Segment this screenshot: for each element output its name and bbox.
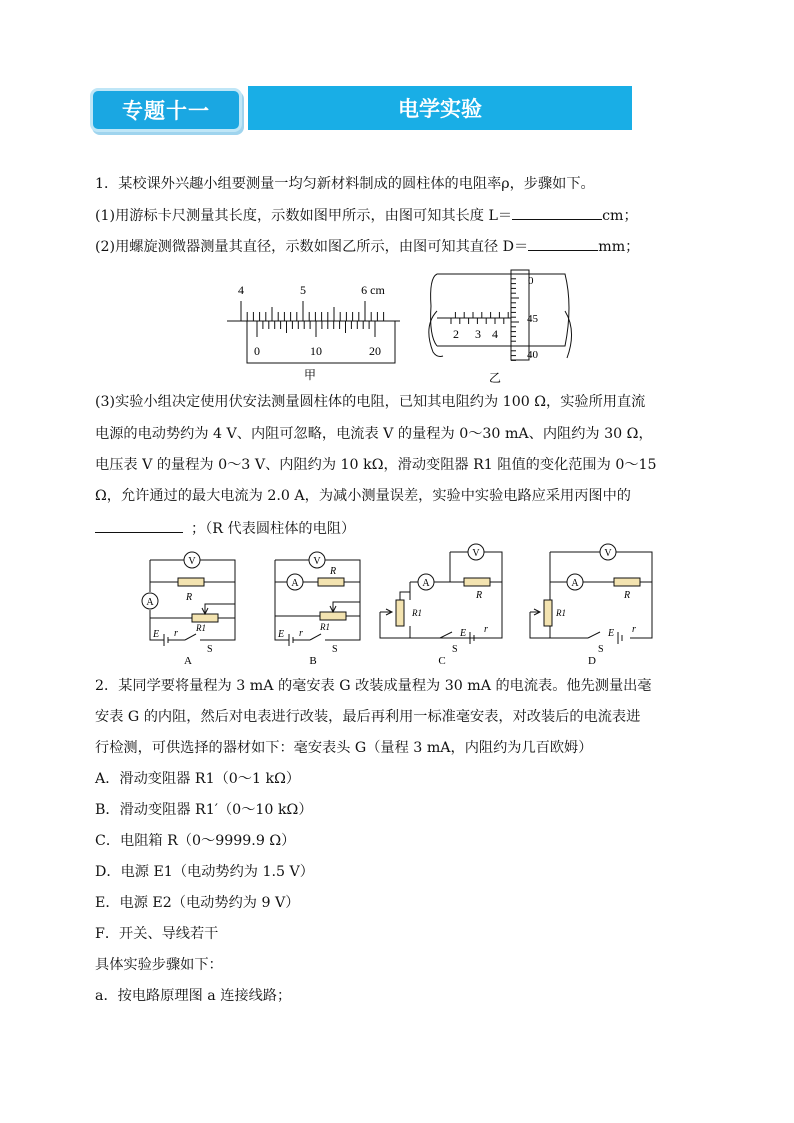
rheostat-a-label: R1: [196, 623, 206, 633]
ammeter-a-label: A: [146, 597, 154, 608]
q2-step-a: a．按电路原理图 a 连接线路；: [95, 988, 292, 1004]
q1-step1-unit: cm；: [602, 208, 638, 224]
rheostat-d-label: R1: [556, 608, 566, 618]
internal-d-label: r: [632, 624, 636, 635]
circuit-diagrams: [130, 542, 670, 668]
rheostat-c-label: R1: [412, 608, 422, 618]
q1-step2-unit: mm；: [598, 239, 640, 255]
resistor-b-label: R: [330, 566, 337, 577]
q2-option-a: A．滑动变阻器 R1（0～1 kΩ）: [95, 771, 301, 787]
voltmeter-a-label: V: [188, 556, 196, 567]
q1-step3-tail: ；（R 代表圆柱体的电阻）: [191, 521, 356, 537]
page-title: 电学实验: [248, 86, 632, 130]
internal-b-label: r: [299, 628, 303, 639]
sleeve-label-3: 3: [475, 327, 481, 341]
rheostat-b-label: R1: [320, 622, 330, 632]
emf-d-label: E: [608, 628, 615, 639]
circuit-b-label: B: [309, 655, 317, 667]
sleeve-label-2: 2: [453, 327, 459, 341]
q1-step3-line5: [95, 518, 355, 539]
emf-a-label: E: [153, 629, 160, 640]
voltmeter-c-label: V: [472, 548, 480, 559]
answer-blank-circuit[interactable]: [95, 518, 183, 533]
q1-step3-line2: 电源的电动势约为 4 V、内阻可忽略，电流表 V 的量程为 0～30 mA、内阻约为 30 Ω，: [95, 426, 653, 442]
q2-line3: 行检测，可供选择的器材如下：毫安表头 G（量程 3 mA，内阻约为几百欧姆）: [95, 740, 593, 756]
q1-step2: [95, 236, 639, 257]
ammeter-c-label: A: [422, 578, 430, 589]
main-scale-label-6: 6 cm: [361, 283, 385, 297]
voltmeter-b-label: V: [313, 556, 321, 567]
circuit-c-label: C: [438, 655, 446, 667]
resistor-c-label: R: [476, 590, 483, 601]
internal-c-label: r: [484, 624, 488, 635]
voltmeter-d-label: V: [604, 548, 612, 559]
ammeter-d-label: A: [571, 578, 579, 589]
ammeter-b-label: A: [291, 578, 299, 589]
q1-step3-line3: 电压表 V 的量程为 0～3 V、内阻约为 10 kΩ，滑动变阻器 R1 阻值的变化范围为 0～15: [95, 457, 657, 473]
q1-step2-text: (2)用螺旋测微器测量其直径，示数如图乙所示，由图可知其直径 D＝: [95, 239, 529, 255]
vernier-label-10: 10: [310, 344, 322, 358]
q2-option-f: F．开关、导线若干: [95, 926, 219, 942]
main-scale-label-5: 5: [300, 283, 306, 297]
topic-tag: 专题十一: [90, 88, 242, 132]
q2-option-c: C．电阻箱 R（0～9999.9 Ω）: [95, 833, 296, 849]
q1-step3-line1: (3)实验小组决定使用伏安法测量圆柱体的电阻，已知其电阻约为 100 Ω，实验所用直流: [95, 394, 646, 410]
emf-c-label: E: [460, 628, 467, 639]
answer-blank-diameter[interactable]: [528, 236, 598, 251]
q2-option-b: B．滑动变阻器 R1′（0～10 kΩ）: [95, 802, 313, 818]
main-scale-label-4: 4: [238, 283, 244, 297]
vernier-label-0: 0: [254, 344, 260, 358]
circuit-a: [150, 560, 235, 646]
switch-b-label: S: [332, 644, 338, 655]
circuit-b: [275, 560, 360, 646]
q2-option-d: D．电源 E1（电动势约为 1.5 V）: [95, 864, 314, 880]
circuit-a-label: A: [184, 655, 192, 667]
q2-line1: 2．某同学要将量程为 3 mA 的毫安表 G 改装成量程为 30 mA 的电流表。他先测量出毫: [95, 678, 652, 694]
internal-a-label: r: [174, 628, 178, 639]
sleeve-label-4: 4: [492, 327, 498, 341]
vernier-label-20: 20: [369, 344, 381, 358]
thimble-label-45: 45: [527, 313, 538, 325]
q2-line2: 安表 G 的内阻，然后对电表进行改装，最后再利用一标准毫安表，对改装后的电流表进: [95, 709, 641, 725]
resistor-d-label: R: [624, 590, 631, 601]
resistor-a-label: R: [186, 592, 193, 603]
emf-b-label: E: [278, 629, 285, 640]
micrometer-figure: [425, 266, 575, 388]
thimble-label-0: 0: [528, 275, 534, 287]
q1-intro: 1．某校课外兴趣小组要测量一均匀新材料制成的圆柱体的电阻率ρ，步骤如下。: [95, 176, 595, 192]
q1-step1: [95, 205, 638, 226]
figure-caption-jia: 甲: [303, 368, 317, 382]
thimble-label-40: 40: [527, 349, 538, 361]
q2-steps-title: 具体实验步骤如下：: [95, 957, 223, 973]
switch-a-label: S: [207, 644, 213, 655]
q2-option-e: E．电源 E2（电动势约为 9 V）: [95, 895, 300, 911]
switch-c-label: S: [452, 644, 458, 655]
answer-blank-length[interactable]: [512, 205, 602, 220]
figure-caption-yi: 乙: [488, 371, 502, 385]
vernier-caliper-figure: [225, 278, 405, 386]
switch-d-label: S: [598, 644, 604, 655]
circuit-d-label: D: [588, 655, 596, 667]
q1-step3-line4: Ω，允许通过的最大电流为 2.0 A，为减小测量误差，实验中实验电路应采用丙图中的: [95, 488, 631, 504]
q1-step1-text: (1)用游标卡尺测量其长度，示数如图甲所示，由图可知其长度 L＝: [95, 208, 513, 224]
